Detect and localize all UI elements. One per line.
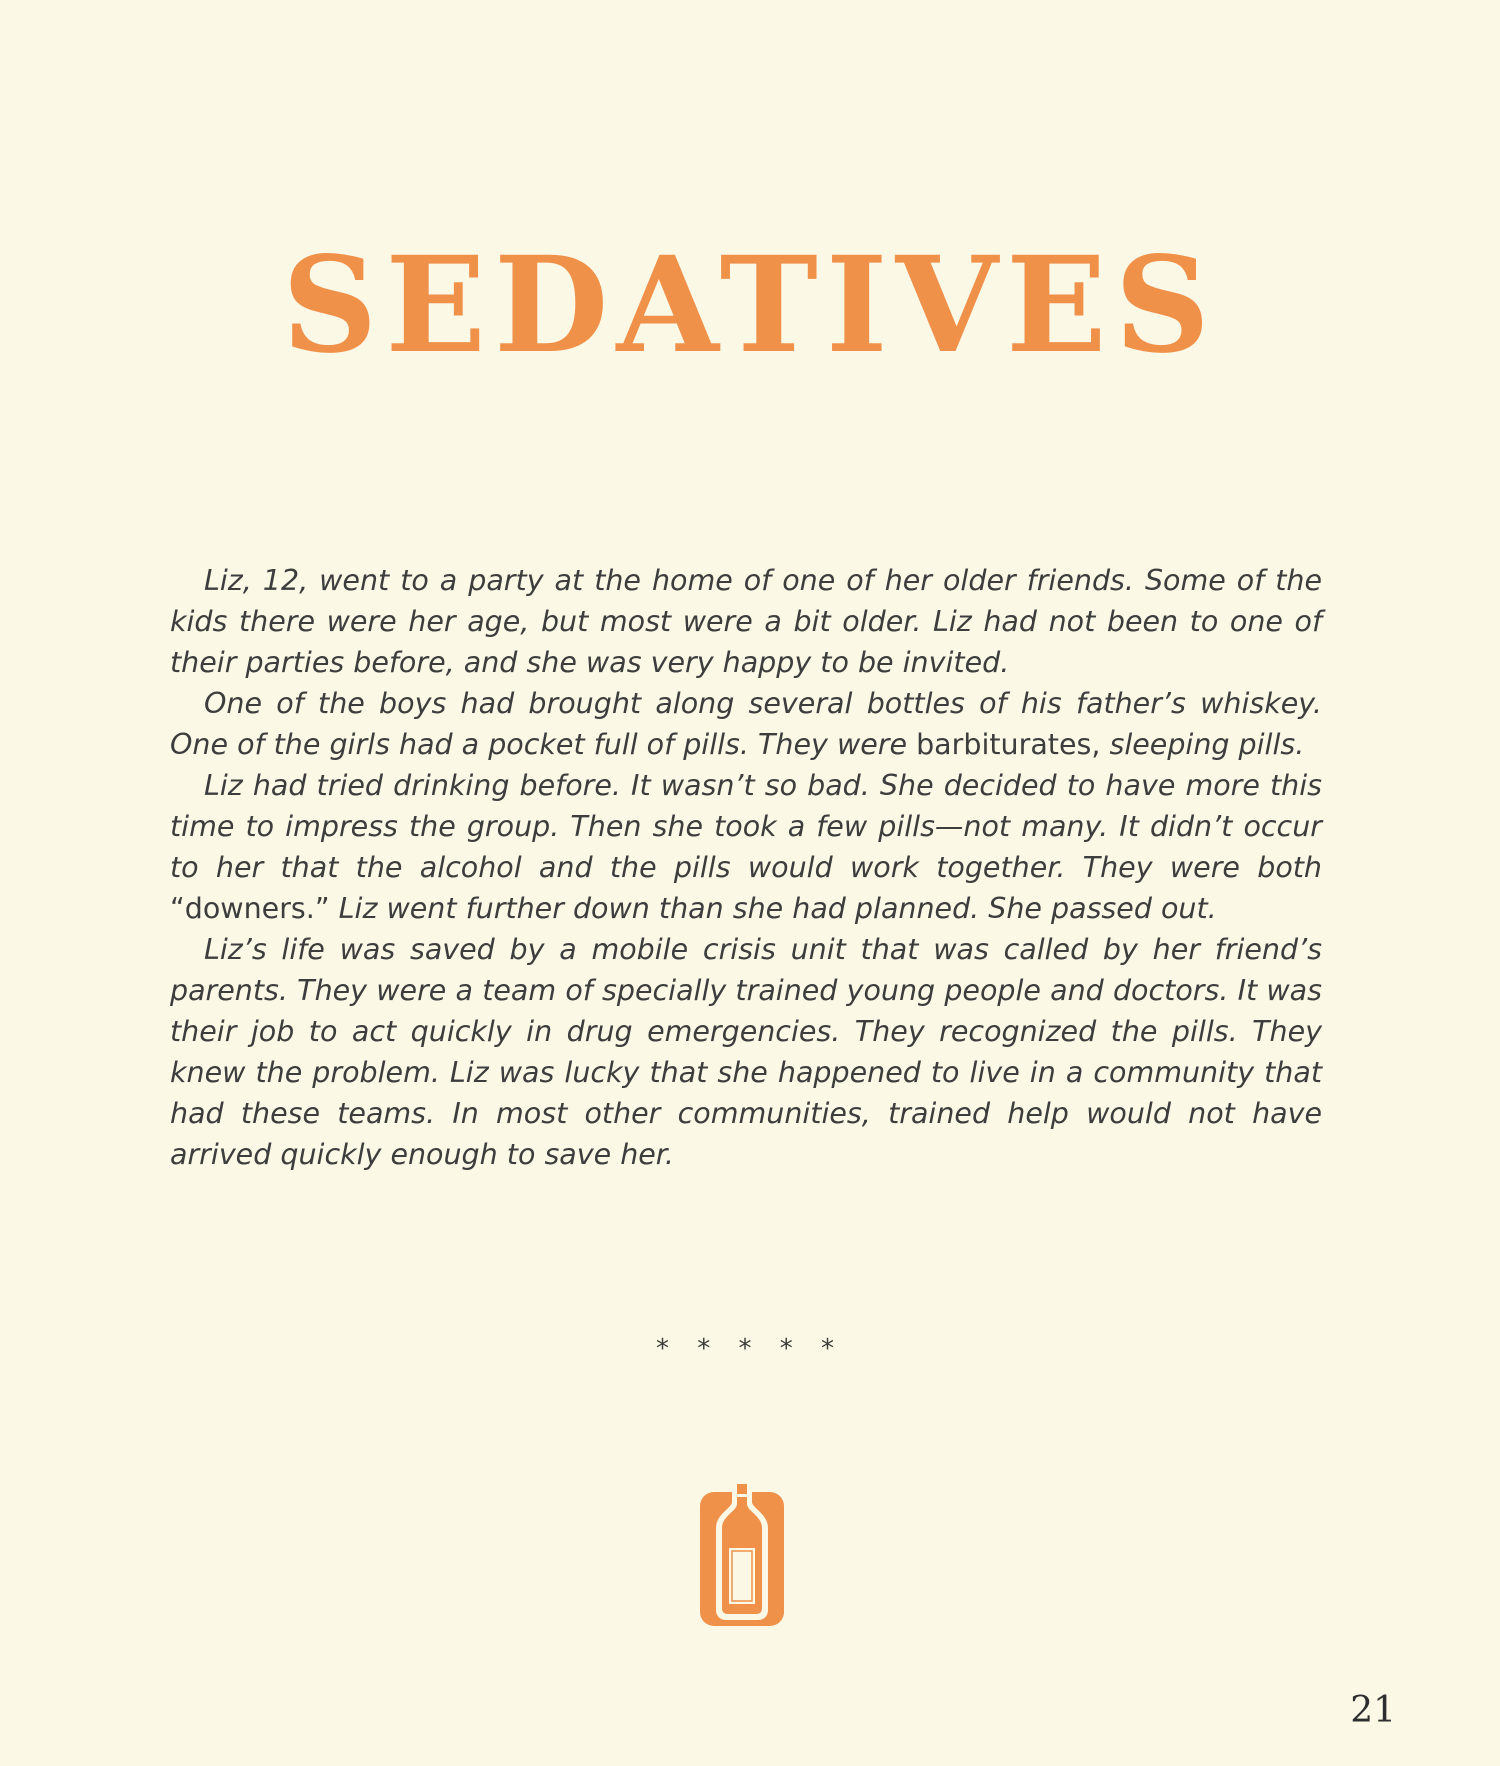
paragraph-1: Liz, 12, went to a party at the home of one of her older friends. Some of the kids there were her age, but most were a bit older. Liz had not been to one of their parties before, and she was very happy to be invited.	[170, 564, 1322, 679]
term-downers: “downers.”	[170, 892, 330, 925]
bottle-icon	[698, 1478, 786, 1628]
paragraph-3	[170, 765, 1322, 929]
paragraph-3-after: Liz went further down than she had planned. She passed out.	[329, 892, 1217, 925]
story-text	[170, 560, 1322, 1175]
page-number: 21	[1350, 1690, 1396, 1731]
page-title: SEDATIVES	[282, 228, 1218, 383]
paragraph-2-after: sleeping pills.	[1100, 728, 1305, 761]
paragraph-3-before: Liz had tried drinking before. It wasn’t so bad. She decided to have more this time to impress the group. Then she took a few pills—not many. It didn’t occur to her that the alcohol and the pills would work together. They were both	[170, 769, 1322, 884]
paragraph-2	[170, 683, 1322, 765]
paragraph-4: Liz’s life was saved by a mobile crisis unit that was called by her friend’s parents. They were a team of specially trained young people and doctors. It was their job to act quickly in drug emergencies. They recognized the pills. They knew the problem. Liz was lucky that she happened to live in a community that had these teams. In most other communities, trained help would not have arrived quickly enough to save her.	[170, 933, 1322, 1171]
section-separator: * * * * *	[655, 1334, 845, 1364]
term-barbiturates: barbiturates,	[916, 728, 1101, 761]
paragraph-2-before: One of the boys had brought along several bottles of his father’s whiskey. One of the girls had a pocket full of pills. They were	[170, 687, 1322, 761]
